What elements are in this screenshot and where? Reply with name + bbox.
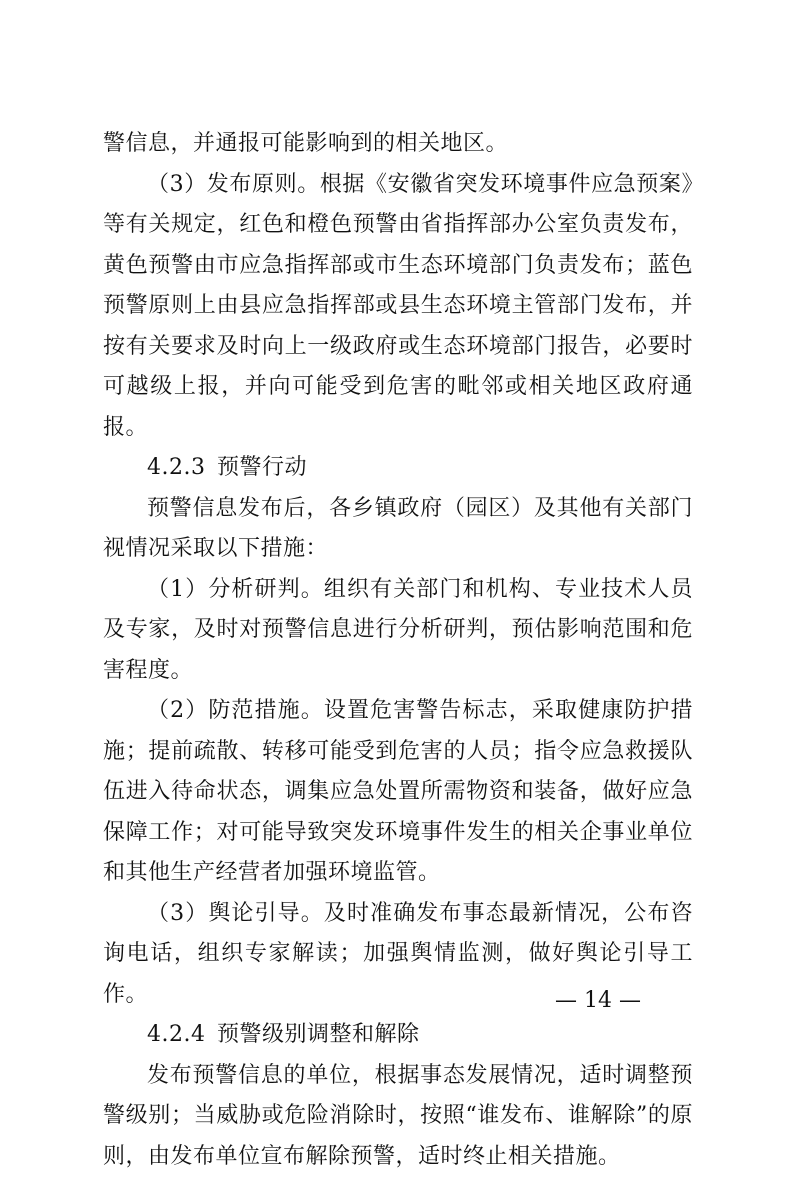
page-number: — 14 — — [555, 986, 641, 1016]
section-title: 预警级别调整和解除 — [217, 1022, 420, 1047]
document-body — [103, 124, 693, 1177]
paragraph-release-principle: （3）发布原则。根据《安徽省突发环境事件应急预案》等有关规定，红色和橙色预警由省指挥部办公室负责发布，黄色预警由市应急指挥部或市生态环境部门负责发布；蓝色预警原则上由县应急指挥部或县生态环境主管部门发布，并按有关要求及时向上一级政府或生态环境部门报告，必要时可越级上报，并向可能受到危害的毗邻或相关地区政府通报。 — [103, 165, 693, 449]
section-title: 预警行动 — [217, 455, 307, 480]
paragraph-analysis: （1）分析研判。组织有关部门和机构、专业技术人员及专家，及时对预警信息进行分析研判，预估影响范围和危害程度。 — [103, 570, 693, 692]
paragraph-public-opinion: （3）舆论引导。及时准确发布事态最新情况，公布咨询电话，组织专家解读；加强舆情监测，做好舆论引导工作。 — [103, 894, 693, 1016]
paragraph-warning-notice-end: 警信息，并通报可能影响到的相关地区。 — [103, 124, 693, 165]
section-number: 4.2.3 — [147, 448, 217, 489]
paragraph-warning-action-intro: 预警信息发布后，各乡镇政府（园区）及其他有关部门视情况采取以下措施： — [103, 489, 693, 570]
section-number: 4.2.4 — [147, 1015, 217, 1056]
section-heading-warning-level-adjust — [103, 1015, 693, 1056]
paragraph-level-adjust-release: 发布预警信息的单位，根据事态发展情况，适时调整预警级别；当威胁或危险消除时，按照“谁发布、谁解除”的原则，由发布单位宣布解除预警，适时终止相关措施。 — [103, 1056, 693, 1177]
paragraph-preventive-measures: （2）防范措施。设置危害警告标志，采取健康防护措施；提前疏散、转移可能受到危害的人员；指令应急救援队伍进入待命状态，调集应急处置所需物资和装备，做好应急保障工作；对可能导致突发环境事件发生的相关企事业单位和其他生产经营者加强环境监管。 — [103, 691, 693, 894]
section-heading-warning-action — [103, 448, 693, 489]
